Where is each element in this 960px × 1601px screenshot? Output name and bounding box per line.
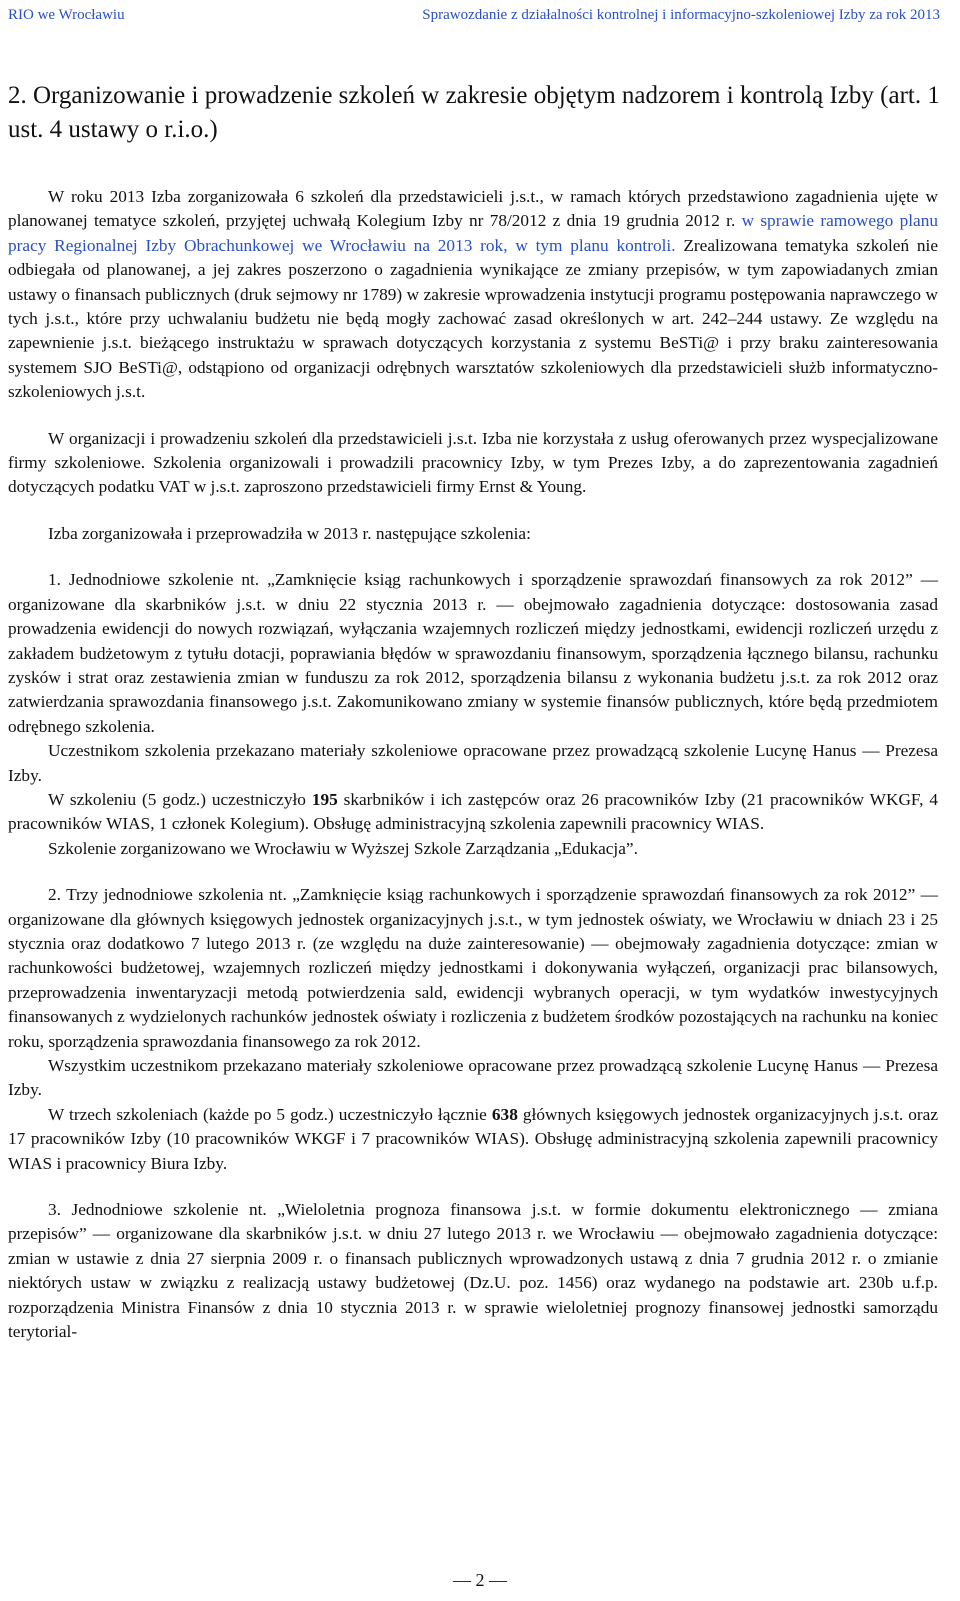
section-title: 2. Organizowanie i prowadzenie szkoleń w zakresie objętym nadzorem i kontrolą Izby (art. 1 ust. 4 ustawy o r.i.o.) bbox=[8, 82, 940, 143]
participants-text-a: W szkoleniu (5 godz.) uczestniczyło bbox=[48, 789, 312, 809]
participants-text-a: W trzech szkoleniach (każde po 5 godz.) uczestniczyło łącznie bbox=[48, 1104, 492, 1124]
participants-count: 638 bbox=[491, 1104, 518, 1124]
intro-paragraph-3: Izba zorganizowała i przeprowadziła w 2013 r. następujące szkolenia: bbox=[48, 523, 531, 543]
header-left: RIO we Wrocławiu bbox=[8, 7, 125, 23]
participants-text-b: głównych księgowych jednostek organizacyjnych j.s.t. oraz 17 pracowników Izby (10 pracowników WKGF i 7 pracowników WIAS). Obsługę administracyjną szkolenia zapewnili pracownicy WIAS i pracownicy Biura Izby. bbox=[8, 1104, 939, 1173]
intro-link-text: w sprawie ramowego planu pracy Regionalnej Izby Obrachunkowej we Wrocławiu na 2013 rok, w tym planu kontroli. bbox=[8, 211, 938, 255]
intro-paragraph-2: W organizacji i prowadzeniu szkoleń dla przedstawicieli j.s.t. Izba nie korzystała z usług oferowanych przez wyspecjalizowane firmy szkoleniowe. Szkolenia organizowali i prowadzili pracownicy Izby, w tym Prezes Izby, a do zaprezentowania zagadnień dotyczących podatku VAT w j.s.t. zaproszono przedstawicieli firmy Ernst & Young. bbox=[8, 428, 938, 497]
training-item-2: 2. Trzy jednodniowe szkolenia nt. „Zamknięcie ksiąg rachunkowych i sporządzenie sprawozdań finansowych za rok 2012” — organizowane dla głównych księgowych jednostek organizacyjnych j.s.t., w tym jednostek oświaty, we Wrocławiu w dniach 23 i 25 stycznia oraz dodatkowo 7 lutego 2013 r. (ze względu na duże zainteresowanie) — obejmowały zagadnienia dotyczące: zmian w rachunkowości budżetowej, wzajemnych rozliczeń między jednostkami i dokonywania wyłączeń, organizacji prac bilansowych, przeprowadzenia inwentaryzacji metodą potwierdzenia sald, ewidencji wybranych operacji, w tym wydatków inwestycyjnych finansowanych z wydzielonych rachunków jednostek oświaty i rozliczenia z budżetem środków pozostających na rachunku na koniec roku, sporządzenia sprawozdania finansowego za rok 2012. bbox=[8, 885, 938, 1051]
training-item-1-participants bbox=[8, 788, 938, 837]
intro-text-c: Zrealizowana tematyka szkoleń nie odbiegała od planowanej, a jej zakres poszerzono o zagadnienia wynikające ze zmiany przepisów, w tym zapowiadanych zmian ustawy o finansach publicznych (druk sejmowy nr 1789) w zakresie wprowadzenia instytucji programu postępowania naprawczego w tych j.s.t., które przy uchwalaniu budżetu nie będą mogły zachować zasad określonych w art. 242–244 ustawy. Ze względu na zapewnienie j.s.t. bieżącego instruktażu w sprawach dotyczących korzystania z systemu BeSTi@ i przy braku zainteresowania systemem SJO BeSTi@, odstąpiono od organizacji odrębnych warsztatów szkoleniowych dla przedstawicieli służb informatyczno-szkoleniowych j.s.t. bbox=[8, 235, 939, 402]
page-number: — 2 — bbox=[453, 1570, 507, 1590]
intro-paragraph-1 bbox=[8, 185, 938, 405]
training-item-2-materials: Wszystkim uczestnikom przekazano materiały szkoleniowe opracowane przez prowadzącą szkolenie Lucynę Hanus — Prezesa Izby. bbox=[8, 1056, 938, 1100]
header-right: Sprawozdanie z działalności kontrolnej i informacyjno-szkoleniowej Izby za rok 2013 bbox=[422, 7, 940, 23]
training-item-1-location: Szkolenie zorganizowano we Wrocławiu w Wyższej Szkole Zarządzania „Edukacja”. bbox=[48, 838, 638, 858]
participants-count: 195 bbox=[311, 789, 338, 809]
running-header bbox=[8, 0, 960, 31]
intro-text-a: W roku 2013 Izba zorganizowała 6 szkoleń dla przedstawicieli j.s.t., w ramach których przedstawiono zagadnienia ujęte w planowanej tematyce szkoleń, przyjętej uchwałą Kolegium Izby nr 78/2012 z dnia 19 grudnia 2012 r. bbox=[8, 187, 938, 231]
training-item-1-materials: Uczestnikom szkolenia przekazano materiały szkoleniowe opracowane przez prowadzącą szkolenie Lucynę Hanus — Prezesa Izby. bbox=[8, 741, 938, 785]
training-item-3: 3. Jednodniowe szkolenie nt. „Wieloletnia prognoza finansowa j.s.t. w formie dokumentu elektronicznego — zmiana przepisów” — organizowane dla skarbników j.s.t. w dniu 27 lutego 2013 r. we Wrocławiu — obejmowało zagadnienia dotyczące: zmian w ustawie z dnia 27 sierpnia 2009 r. o finansach publicznych wprowadzonych ustawą z dnia 7 grudnia 2012 r. o zmianie niektórych ustaw w związku z realizacją ustawy budżetowej (Dz.U. poz. 1456) oraz wydanego na podstawie art. 230b u.f.p. rozporządzenia Ministra Finansów z dnia 10 stycznia 2013 r. w sprawie wieloletniej prognozy finansowej jednostki samorządu terytorial- bbox=[8, 1200, 938, 1342]
training-item-2-participants bbox=[8, 1103, 938, 1176]
participants-text-b: skarbników i ich zastępców oraz 26 pracowników Izby (21 pracowników WKGF, 4 pracowników WIAS, 1 członek Kolegium). Obsługę administracyjną szkolenia zapewnili pracownicy WIAS. bbox=[8, 789, 939, 834]
training-item-1: 1. Jednodniowe szkolenie nt. „Zamknięcie ksiąg rachunkowych i sporządzenie sprawozdań finansowych za rok 2012” — organizowane dla skarbników j.s.t. w dniu 22 stycznia 2013 r. — obejmowało zagadnienia dotyczące: dostosowania zasad prowadzenia ewidencji do nowych rozwiązań, wyłączania wzajemnych rozliczeń między jednostkami, ewidencji rozliczeń urzędu z zakładem budżetowym z tytułu dotacji, poprawiania błędów w sprawozdaniu finansowym, sporządzenia łącznego bilansu, rachunku zysków i strat oraz zestawienia zmian w funduszu za rok 2012, sporządzenia bilansu z wykonania budżetu j.s.t. za rok 2012 oraz zatwierdzania sprawozdania finansowego j.s.t. Zakomunikowano zmiany w systemie finansów publicznych, które będą przedmiotem odrębnego szkolenia. bbox=[8, 570, 938, 736]
document-body bbox=[8, 185, 960, 1344]
